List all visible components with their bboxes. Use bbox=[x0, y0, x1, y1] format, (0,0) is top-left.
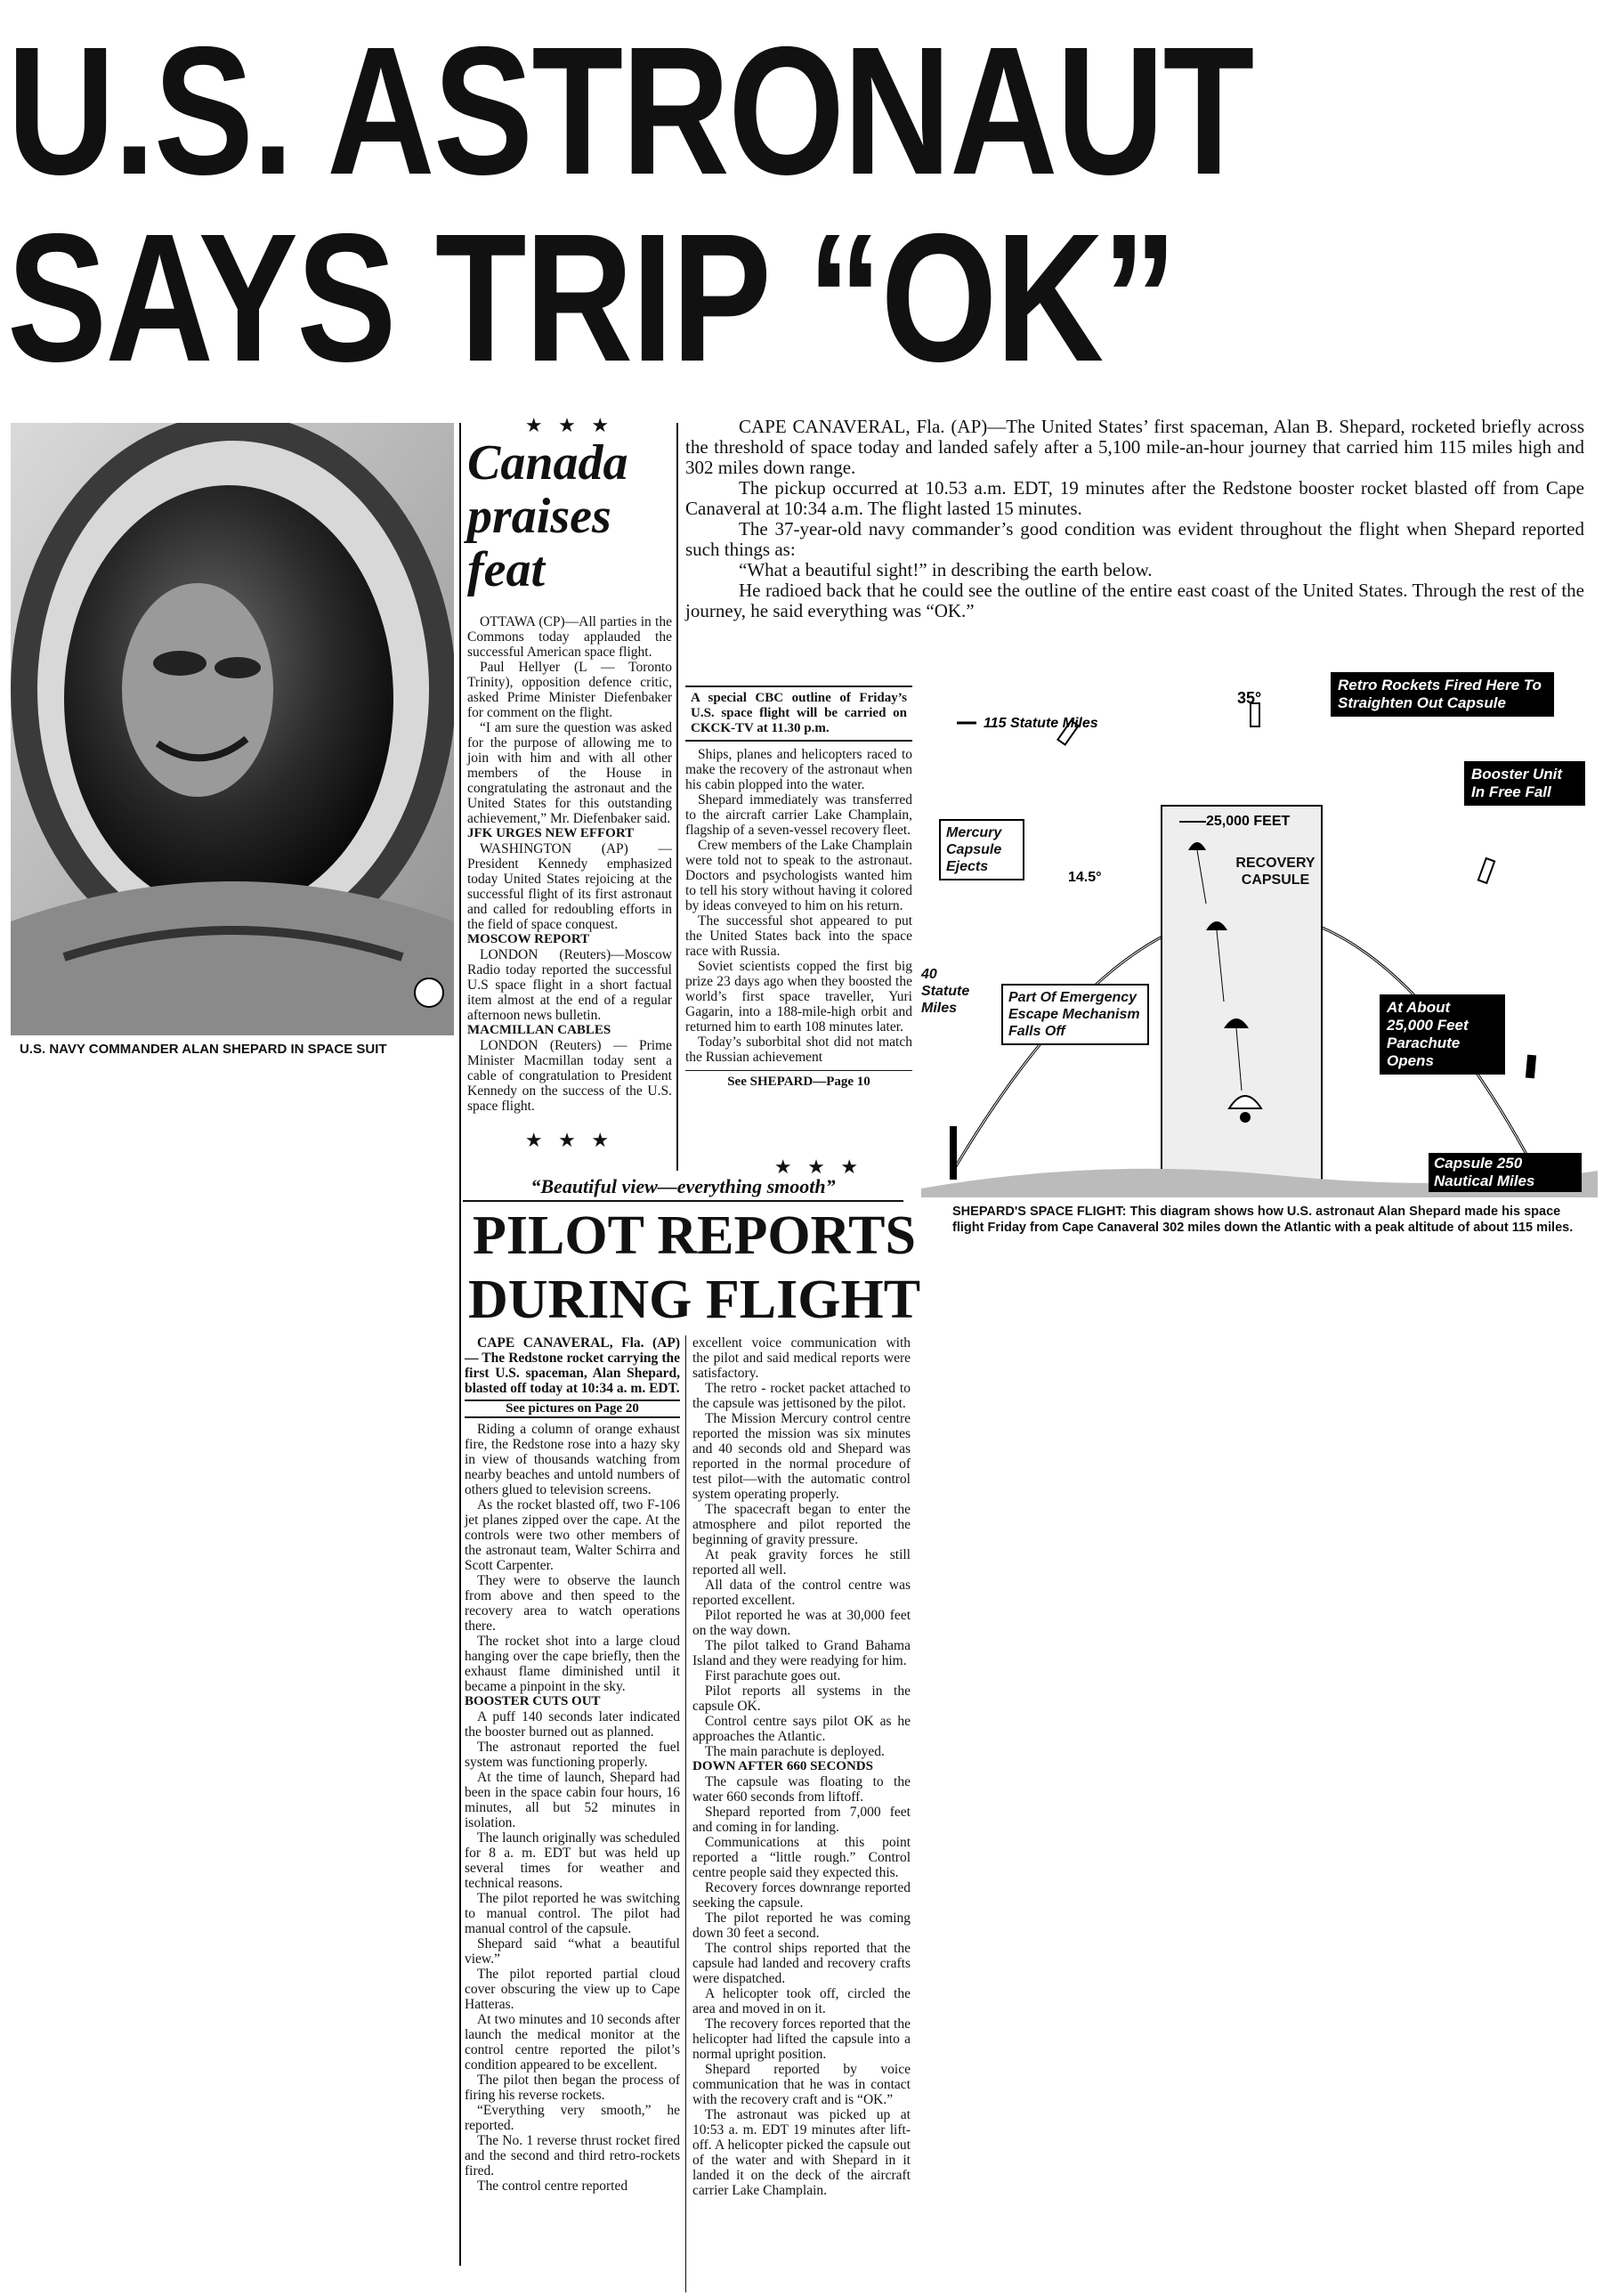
headline-line-1: U.S. ASTRONAUT bbox=[7, 9, 1253, 213]
diagram-caption-label: SHEPARD'S SPACE FLIGHT: bbox=[952, 1205, 1127, 1219]
paragraph: LONDON (Reuters) — Prime Minister Macmillan today sent a cable of congratulation to President Kennedy on the success of the U.S. space flight. bbox=[467, 1038, 672, 1114]
headline-line-2: SAYS TRIP “OK” bbox=[7, 196, 1176, 400]
pilot-column-2 bbox=[692, 1335, 911, 2198]
paragraph: The main parachute is deployed. bbox=[705, 1744, 885, 1759]
diagram-caption-text: This diagram shows how U.S. astronaut Alan Shepard made his space flight Friday from Cape Canaveral 302 miles down the Atlantic with a peak altitude of about 115 miles. bbox=[952, 1205, 1574, 1235]
paragraph: The spacecraft began to enter the atmosphere and pilot reported the beginning of gravity pressure. bbox=[692, 1502, 911, 1547]
lead-article bbox=[685, 417, 1584, 621]
paragraph: The pickup occurred at 10.53 a.m. EDT, 19 minutes after the Redstone booster rocket blasted off from Cape Canaveral at 10:34 a.m. The flight lasted 15 minutes. bbox=[685, 477, 1584, 519]
paragraph: Recovery forces downrange reported seeking the capsule. bbox=[692, 1880, 911, 1911]
canada-title-line: feat bbox=[467, 542, 546, 597]
recovery-capsule-label: RECOVERY CAPSULE bbox=[1235, 856, 1316, 888]
parachute-opens-label: At About 25,000 Feet Parachute Opens bbox=[1380, 994, 1505, 1075]
cbc-notice: A special CBC outline of Friday’s U.S. space flight will be carried on CKCK-TV at 11.30 p.m. bbox=[685, 686, 912, 742]
stars-top: ★ ★ ★ bbox=[524, 414, 615, 436]
paragraph: Pilot reported he was at 30,000 feet on the way down. bbox=[692, 1608, 911, 1638]
column-rule bbox=[685, 1335, 686, 2292]
canada-article bbox=[467, 614, 672, 1114]
paragraph: The Mission Mercury control centre reported the mission was six minutes and 40 seconds old and Shepard was reported in the normal procedure of test pilot—with the automatic control system operating properly. bbox=[692, 1411, 911, 1502]
paragraph: Today’s suborbital shot did not match the Russian achievement bbox=[685, 1034, 912, 1065]
diagram-caption bbox=[952, 1204, 1593, 1236]
canada-title-line: Canada bbox=[467, 435, 628, 491]
paragraph: The pilot then began the process of firing his reverse rockets. bbox=[465, 2073, 680, 2103]
paragraph: First parachute goes out. bbox=[705, 1668, 841, 1683]
paragraph: The No. 1 reverse thrust rocket fired and the second and third retro-rockets fired. bbox=[465, 2133, 680, 2178]
column-rule bbox=[676, 423, 678, 1171]
angle-145-label: 14.5° bbox=[1068, 870, 1102, 885]
paragraph: “What a beautiful sight!” in describing the earth below. bbox=[739, 559, 1153, 580]
paragraph: The astronaut was picked up at 10:53 a. m. EDT 19 minutes after lift-off. A helicopter picked the capsule out of the water and with Shepard in it landed it on the deck of the aircraft carrier Lake Champlain. bbox=[692, 2107, 911, 2198]
subhead-down: DOWN AFTER 660 SECONDS bbox=[692, 1759, 873, 1773]
angle-35-label: 35° bbox=[1237, 689, 1262, 707]
astronaut-photo-image bbox=[11, 423, 454, 1035]
paragraph: The astronaut reported the fuel system was functioning properly. bbox=[465, 1740, 680, 1770]
canada-title bbox=[467, 436, 674, 596]
paragraph: The launch originally was scheduled for 8 a. m. EDT but was held up several times for weather and technical reasons. bbox=[465, 1830, 680, 1891]
paragraph: The pilot reported partial cloud cover obscuring the view up to Cape Hatteras. bbox=[465, 1967, 680, 2012]
paragraph: As the rocket blasted off, two F-106 jet planes zipped over the cape. At the controls were two other members of the astronaut team, Walter Schirra and Scott Carpenter. bbox=[465, 1497, 680, 1573]
paragraph: He radioed back that he could see the outline of the entire east coast of the United States. Through the rest of the journey, he said everything was “OK.” bbox=[685, 580, 1584, 621]
paragraph: CAPE CANAVERAL, Fla. (AP) — The Redstone rocket carrying the first U.S. spaceman, Alan Shepard, blasted off today at 10:34 a. m. EDT. bbox=[465, 1335, 680, 1396]
column-rule bbox=[459, 423, 461, 2266]
paragraph: The pilot talked to Grand Bahama Island and they were readying for him. bbox=[692, 1638, 911, 1668]
paragraph: Shepard reported from 7,000 feet and coming in for landing. bbox=[692, 1805, 911, 1835]
see-more-link[interactable]: See SHEPARD—Page 10 bbox=[685, 1070, 912, 1090]
paragraph: Pilot reports all systems in the capsule OK. bbox=[692, 1683, 911, 1714]
mercury-ejects-label: Mercury Capsule Ejects bbox=[939, 819, 1024, 880]
feet-25000-label: 25,000 FEET bbox=[1206, 814, 1291, 829]
paragraph: “Everything very smooth,” he reported. bbox=[465, 2103, 680, 2133]
paragraph: They were to observe the launch from above and then speed to the recovery area to watch operations there. bbox=[465, 1573, 680, 1634]
pilot-headline-line: PILOT REPORTS bbox=[473, 1205, 916, 1266]
paragraph: CAPE CANAVERAL, Fla. (AP)—The United States’ first spaceman, Alan B. Shepard, rocketed briefly across the threshold of space today and landed safely after a 5,100 mile-an-hour journey that carried him 115 miles high and 302 miles down range. bbox=[685, 416, 1584, 478]
paragraph: At two minutes and 10 seconds after launch the medical monitor at the control centre reported the pilot’s condition appeared to be excellent. bbox=[465, 2012, 680, 2073]
paragraph: OTTAWA (CP)—All parties in the Commons today applauded the successful American space flight. bbox=[467, 614, 672, 660]
subhead-booster: BOOSTER CUTS OUT bbox=[465, 1694, 601, 1708]
pilot-column-1 bbox=[465, 1335, 680, 2194]
pilot-headline-line: DURING FLIGHT bbox=[467, 1270, 921, 1330]
statute-40-label: 40 Statute Miles bbox=[921, 967, 970, 1016]
paragraph: The pilot reported he was switching to manual control. The pilot had manual control of the capsule. bbox=[465, 1891, 680, 1936]
subhead-jfk: JFK URGES NEW EFFORT bbox=[467, 826, 635, 840]
paragraph: The capsule was floating to the water 660 seconds from liftoff. bbox=[692, 1774, 911, 1805]
paragraph: Shepard reported by voice communication that he was in contact with the recovery craft and is “OK.” bbox=[692, 2062, 911, 2107]
paragraph: The control centre reported bbox=[477, 2178, 628, 2194]
paragraph: The 37-year-old navy commander’s good condition was evident throughout the flight when Shepard reported such things as: bbox=[685, 518, 1584, 560]
pilot-kicker: “Beautiful view—everything smooth” bbox=[530, 1175, 836, 1197]
paragraph: The rocket shot into a large cloud hanging over the cape briefly, then the exhaust flame diminished until it became a pinpoint in the sky. bbox=[465, 1634, 680, 1694]
paragraph: Crew members of the Lake Champlain were told not to speak to the astronaut. Doctors and psychologists wanted him to tell his story without having it colored by ideas conveyed to him on his return. bbox=[685, 838, 912, 913]
paragraph: All data of the control centre was reported excellent. bbox=[692, 1578, 911, 1608]
paragraph: excellent voice communication with the pilot and said medical reports were satisfactory. bbox=[692, 1335, 911, 1381]
paragraph: Ships, planes and helicopters raced to make the recovery of the astronaut when his cabin plopped into the water. bbox=[685, 747, 912, 792]
canada-title-line: praises bbox=[467, 489, 611, 544]
photo-caption: U.S. NAVY COMMANDER ALAN SHEPARD IN SPACE SUIT bbox=[20, 1042, 387, 1057]
stars-bottom: ★ ★ ★ bbox=[524, 1129, 615, 1151]
flight-diagram bbox=[921, 672, 1598, 1197]
subhead-moscow: MOSCOW REPORT bbox=[467, 932, 590, 946]
subhead-macmillan: MACMILLAN CABLES bbox=[467, 1023, 611, 1037]
paragraph: The recovery forces reported that the helicopter had lifted the capsule into a normal upright position. bbox=[692, 2016, 911, 2062]
paragraph: A helicopter took off, circled the area and moved in on it. bbox=[692, 1986, 911, 2016]
paragraph: WASHINGTON (AP) — President Kennedy emphasized today United States rejoicing at the successful flight of its first astronaut and called for redoubling efforts in the field of space conquest. bbox=[467, 841, 672, 932]
pilot-headline bbox=[463, 1204, 926, 1332]
retro-rockets-label: Retro Rockets Fired Here To Straighten Out Capsule bbox=[1331, 672, 1554, 717]
paragraph: At the time of launch, Shepard had been in the space cabin four hours, 16 minutes, all but 52 minutes in isolation. bbox=[465, 1770, 680, 1830]
paragraph: “I am sure the question was asked for the purpose of allowing me to join with him and with all other members of the House in congratulating the astronaut and the United States for this outstanding achievement,” Mr. Diefenbaker said. bbox=[467, 720, 672, 826]
paragraph: Control centre says pilot OK as he approaches the Atlantic. bbox=[692, 1714, 911, 1744]
flight-diagram-svg bbox=[921, 672, 1598, 1197]
kicker-rule bbox=[463, 1200, 903, 1202]
paragraph: Shepard immediately was transferred to the aircraft carrier Lake Champlain, flagship of a seven-vessel recovery fleet. bbox=[685, 792, 912, 838]
stars-middle: ★ ★ ★ bbox=[773, 1156, 864, 1178]
paragraph: At peak gravity forces he still reported all well. bbox=[692, 1547, 911, 1578]
astronaut-photo bbox=[11, 423, 454, 1035]
paragraph: The retro - rocket packet attached to the capsule was jettisoned by the pilot. bbox=[692, 1381, 911, 1411]
see-pictures-link[interactable]: See pictures on Page 20 bbox=[465, 1400, 680, 1418]
paragraph: Soviet scientists copped the first big prize 23 days ago when they boosted the world’s first space traveller, Yuri Gagarin, into a 188-mile-high orbit and returned him to earth 108 minutes later. bbox=[685, 959, 912, 1034]
booster-unit-label: Booster Unit In Free Fall bbox=[1464, 761, 1585, 806]
paragraph: The control ships reported that the capsule had landed and recovery crafts were dispatched. bbox=[692, 1941, 911, 1986]
paragraph: Riding a column of orange exhaust fire, the Redstone rose into a hazy sky in view of thousands watching from nearby beaches and untold numbers of others glued to television screens. bbox=[465, 1422, 680, 1497]
paragraph: Shepard said “what a beautiful view.” bbox=[465, 1936, 680, 1967]
escape-mechanism-label: Part Of Emergency Escape Mechanism Falls Off bbox=[1001, 984, 1149, 1045]
paragraph: The pilot reported he was coming down 30 feet a second. bbox=[692, 1911, 911, 1941]
paragraph: LONDON (Reuters)—Moscow Radio today reported the successful U.S space flight in a short factual item almost at the end of a regular afternoon news bulletin. bbox=[467, 947, 672, 1023]
paragraph: Communications at this point reported a “little rough.” Control centre people said they expected this. bbox=[692, 1835, 911, 1880]
paragraph: A puff 140 seconds later indicated the booster burned out as planned. bbox=[465, 1709, 680, 1740]
paragraph: Paul Hellyer (L — Toronto Trinity), opposition defence critic, asked Prime Minister Diefenbaker for comment on the flight. bbox=[467, 660, 672, 720]
paragraph: The successful shot appeared to put the United States back into the space race with Russia. bbox=[685, 913, 912, 959]
middle-article bbox=[685, 686, 912, 1090]
statute-115-label: 115 Statute Miles bbox=[984, 716, 1098, 731]
capsule-distance-label: Capsule 250 Nautical Miles bbox=[1429, 1153, 1582, 1192]
